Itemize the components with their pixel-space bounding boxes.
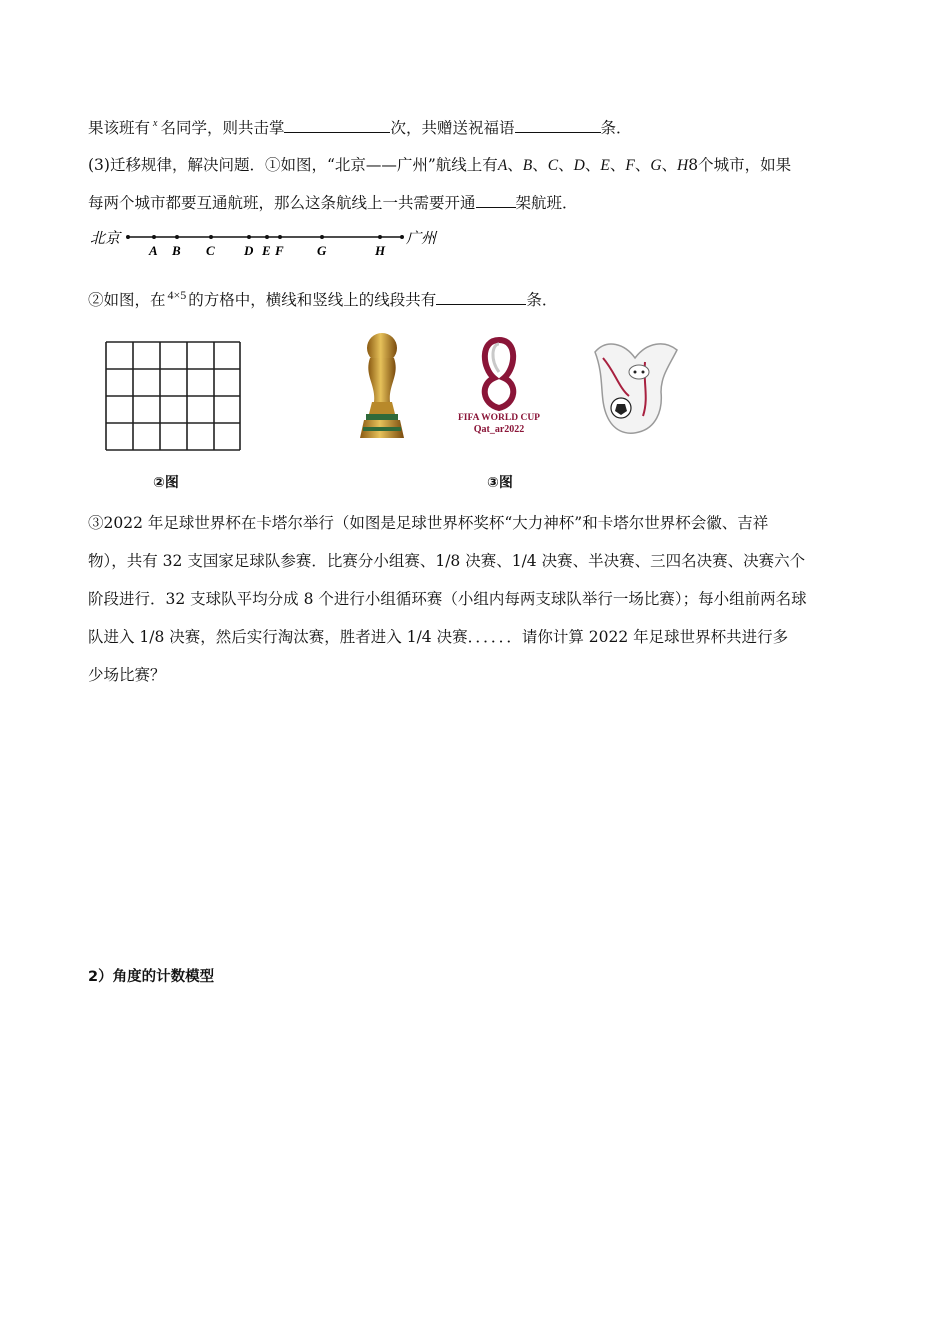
route-label-f: F [275, 243, 284, 258]
emblem-loop [485, 340, 514, 408]
route-point-g [320, 235, 324, 239]
route-label-b: B [172, 243, 181, 258]
answer-blank-claps[interactable] [284, 118, 390, 133]
grid-q-math: 4×5 [167, 288, 187, 302]
trophy-body [368, 358, 395, 402]
route-figure [88, 226, 448, 260]
q3-intro-b: 个城市，如果 [698, 156, 792, 174]
answer-blank-wishes[interactable] [515, 118, 601, 133]
route-start-label: 北京 [90, 231, 121, 247]
sep: 、 [507, 156, 523, 174]
sep: 、 [558, 156, 574, 174]
q3c-line-2: 物），共有 32 支国家足球队参赛．比赛分小组赛、1/8 决赛、1/4 决赛、半决赛、三四名决赛、决赛六个 [88, 552, 806, 570]
fig3-caption: ③图 [487, 475, 513, 491]
q3-line2 [88, 193, 868, 213]
city-g: G [650, 157, 662, 174]
city-c: C [547, 157, 559, 174]
q2-tail-line [88, 118, 868, 141]
grid-figure [98, 334, 248, 458]
trophy-collar [369, 402, 395, 414]
grid-q-suffix: 条． [526, 291, 558, 309]
grid-q-middle: 的方格中，横线和竖线上的线段共有 [188, 291, 437, 309]
answer-blank-segments[interactable] [436, 290, 526, 305]
q2-middle: 名同学，则共击掌 [160, 119, 285, 137]
sep: 、 [661, 156, 678, 174]
q2-after-blank2: 条． [600, 119, 632, 137]
city-d: D [573, 157, 585, 174]
q3-intro-a: (3)迁移规律，解决问题．①如图，“北京——广州”航线上有 [88, 156, 498, 174]
sep: 、 [634, 156, 651, 174]
q3-line2-a: 每两个城市都要互通航班，那么这条航线上一共需要开通 [88, 194, 476, 212]
route-point-start [126, 235, 130, 239]
city-h: H [677, 157, 689, 174]
sep: 、 [532, 156, 548, 174]
q3c-line-1: ③2022 年足球世界杯在卡塔尔举行（如图是足球世界杯奖杯“大力神杯”和卡塔尔世界杯会徽、吉祥 [88, 514, 769, 532]
mascot-eye [642, 371, 645, 374]
q3c-line-5: 少场比赛？ [88, 666, 166, 684]
trophy-image [352, 330, 412, 446]
sep: 、 [584, 156, 601, 174]
route-point-d [247, 235, 251, 239]
route-point-c [209, 235, 213, 239]
fig2-caption: ②图 [153, 475, 179, 491]
mascot-image [585, 332, 683, 444]
route-end-label: 广州 [406, 231, 437, 247]
city-count: 8 [688, 156, 699, 174]
city-a: A [497, 157, 508, 174]
q2-prefix: 果该班有 [88, 119, 151, 137]
q2-var-x: x [153, 118, 158, 129]
route-label-e: E [262, 243, 271, 258]
route-point-end [400, 235, 404, 239]
city-b: B [522, 157, 533, 174]
grid-question-line [88, 290, 868, 311]
q3-line2-b: 架航班． [515, 194, 578, 212]
q3c-line-3: 阶段进行．32 支球队平均分成 8 个进行小组循环赛（小组内每两支球队举行一场比赛）；每小组前两名球 [88, 590, 807, 608]
emblem-text-2: Qat_ar2022 [473, 424, 525, 435]
route-point-h [378, 235, 382, 239]
q3-intro-line [88, 155, 868, 176]
trophy-band [366, 414, 398, 420]
trophy-band-2 [363, 427, 401, 431]
grid-q-prefix: ②如图，在 [88, 291, 166, 309]
mascot-face [629, 365, 649, 379]
route-label-g: G [317, 243, 327, 258]
route-label-c: C [206, 243, 215, 258]
sep: 、 [609, 156, 626, 174]
route-point-b [175, 235, 179, 239]
route-point-a [152, 235, 156, 239]
route-point-f [278, 235, 282, 239]
mascot-eye [634, 371, 637, 374]
emblem-text-1: FIFA WORLD CUP [458, 413, 540, 423]
route-label-h: H [375, 243, 386, 258]
route-label-a: A [149, 243, 158, 258]
q3c-line-4: 队进入 1/8 决赛，然后实行淘汰赛，胜者进入 1/4 决赛．．．．．．请你计算 2022 年足球世界杯共进行多 [88, 628, 789, 646]
city-e: E [600, 157, 610, 174]
qatar-emblem-image [452, 334, 546, 438]
mascot-body [595, 344, 677, 433]
city-f: F [625, 157, 635, 174]
route-label-d: D [244, 243, 254, 258]
section-2-title: 2）角度的计数模型 [88, 969, 215, 985]
emblem-inner [493, 344, 499, 372]
q2-after-blank1: 次，共赠送祝福语 [390, 119, 515, 137]
answer-blank-flights[interactable] [476, 193, 516, 208]
route-point-e [265, 235, 269, 239]
